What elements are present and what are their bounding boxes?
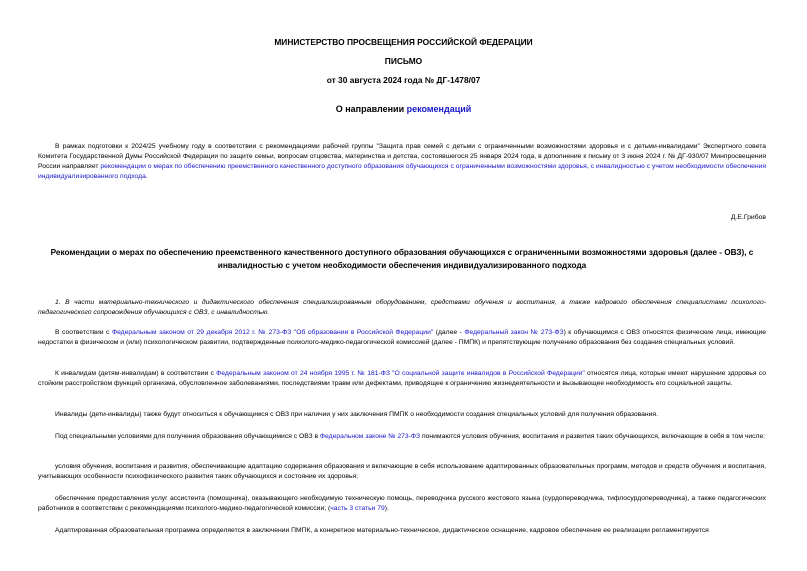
federal-law-273-ref-link[interactable]: Федеральном законе № 273-ФЗ	[319, 433, 421, 440]
paragraph-5-text-b: понимаются условия обучения, воспитания и развития таких обучающихся, включающие в себя в том числе:	[420, 433, 766, 440]
paragraph-7-text-a: обеспечение предоставления услуг ассистента (помощника), оказывающего необходимую техническую помощь, переводчика русского жестового языка (сурдопереводчика, тифлосурдопереводчика), а также педагогических работников в соответствии с рекомендациями психолого-медико-педагогической комиссии; (	[38, 495, 766, 512]
intro-paragraph	[38, 142, 766, 182]
intro-text-2: .	[145, 173, 148, 180]
paragraph-8	[38, 526, 766, 536]
paragraph-1-text: 1. В части материально-технического и дидактического обеспечения специализированным оборудованием, средствами обучения и воспитания, а также кадрового обеспечения специалистами психолого-педагогического сопровождения обучающихся с ОВЗ, с инвалидностью.	[38, 299, 766, 316]
document-date-number: от 30 августа 2024 года № ДГ-1478/07	[326, 75, 481, 85]
paragraph-2-text-b: (далее -	[433, 329, 465, 336]
subject-prefix: О направлении	[335, 104, 407, 114]
intro-recommendations-link[interactable]: рекомендации о мерах по обеспечению преемственного качественного доступного образования обучающихся с ограниченными возможностями здоровья, с инвалидностью с учетом необходимости обеспечения индивидуализированного подхода	[38, 163, 766, 180]
intro-text-1: В рамках подготовки к 2024/25 учебному году в соответствии с рекомендациями рабочей группы "Защита прав семей с детьми с ограниченными возможностями здоровья и с детьми-инвалидами" Экспертного совета Комитета Государственной Думы Российской Федерации по защите семьи, вопросам отцовства, материнства и детства, состоявшегося 25 января 2024 года, в дополнение к письму от 3 июня 2024 г. № ДГ-930/07 Минпросвещения России направляет	[38, 143, 766, 170]
paragraph-5-text-a: Под специальными условиями для получения образования обучающимися с ОВЗ в	[55, 433, 320, 440]
paragraph-4	[38, 410, 766, 420]
federal-law-273-short-link[interactable]: Федеральный закон № 273-ФЗ	[464, 329, 564, 336]
recommendations-title: Рекомендации о мерах по обеспечению преемственного качественного доступного образования обучающихся с ограниченными возможностями здоровья (далее - ОВЗ), с инвалидностью с учетом необходимости обеспечения индивидуализированного подхода	[50, 248, 754, 270]
document-type: ПИСЬМО	[384, 56, 423, 66]
federal-law-181-link[interactable]: Федеральным законом от 24 ноября 1995 г. № 181-ФЗ "О социальной защите инвалидов в Российской Федерации"	[216, 370, 585, 377]
paragraph-4-text: Инвалиды (дети-инвалиды) также будут относиться к обучающимся с ОВЗ при наличии у них заключения ПМПК о необходимости создания специальных условий для получения образования.	[55, 411, 658, 418]
subject-recommendations-link[interactable]: рекомендаций	[406, 104, 472, 114]
article-79-part-3-link[interactable]: часть 3 статьи 79	[330, 505, 385, 512]
signature: Д.Е.Грибов	[730, 214, 766, 221]
paragraph-8-text: Адаптированная образовательная программа определяется в заключении ПМПК, а конкретное материально-техническое, дидактическое оснащение, кадровое обеспечение ее реализации регламентируется	[55, 527, 709, 534]
paragraph-1	[38, 298, 766, 318]
paragraph-2	[38, 328, 766, 348]
ministry-title: МИНИСТЕРСТВО ПРОСВЕЩЕНИЯ РОССИЙСКОЙ ФЕДЕРАЦИИ	[274, 37, 533, 47]
paragraph-2-text-a: В соответствии с	[55, 329, 112, 336]
paragraph-5	[38, 432, 766, 442]
document-subject	[0, 104, 807, 114]
federal-law-273-link[interactable]: Федеральным законом от 29 декабря 2012 г. № 273-ФЗ "Об образовании в Российской Федерации"	[111, 329, 434, 336]
paragraph-3-text-b: относятся лица, которые имеют нарушение здоровья со стойким расстройством функций организма, обусловленное заболеваниями, последствиями травм или дефектами, приводящее к ограничению жизнедеятельности и вызывающее необходимость его социальной защиты.	[38, 370, 767, 387]
paragraph-3	[38, 369, 766, 389]
paragraph-7-text-b: ).	[384, 505, 389, 512]
paragraph-2-text-c: ) к обучающимся с ОВЗ относятся физические лица, имеющие недостатки в физическом и (или) психологическом развитии, подтвержденные психолого-медико-педагогической комиссией (далее - ПМПК) и препятствующие получению образования без создания специальных условий.	[38, 329, 766, 346]
paragraph-7	[38, 494, 766, 514]
paragraph-6-text: условия обучения, воспитания и развития, обеспечивающие адаптацию содержания образования и включающие в себя использование адаптированных образовательных программ, методов и средств обучения и воспитания, учитывающих особенности психофизического развития таких обучающихся и состояние их здоровья;	[38, 463, 766, 480]
paragraph-6	[38, 462, 766, 482]
paragraph-3-text-a: К инвалидам (детям-инвалидам) в соответствии с	[55, 370, 217, 377]
